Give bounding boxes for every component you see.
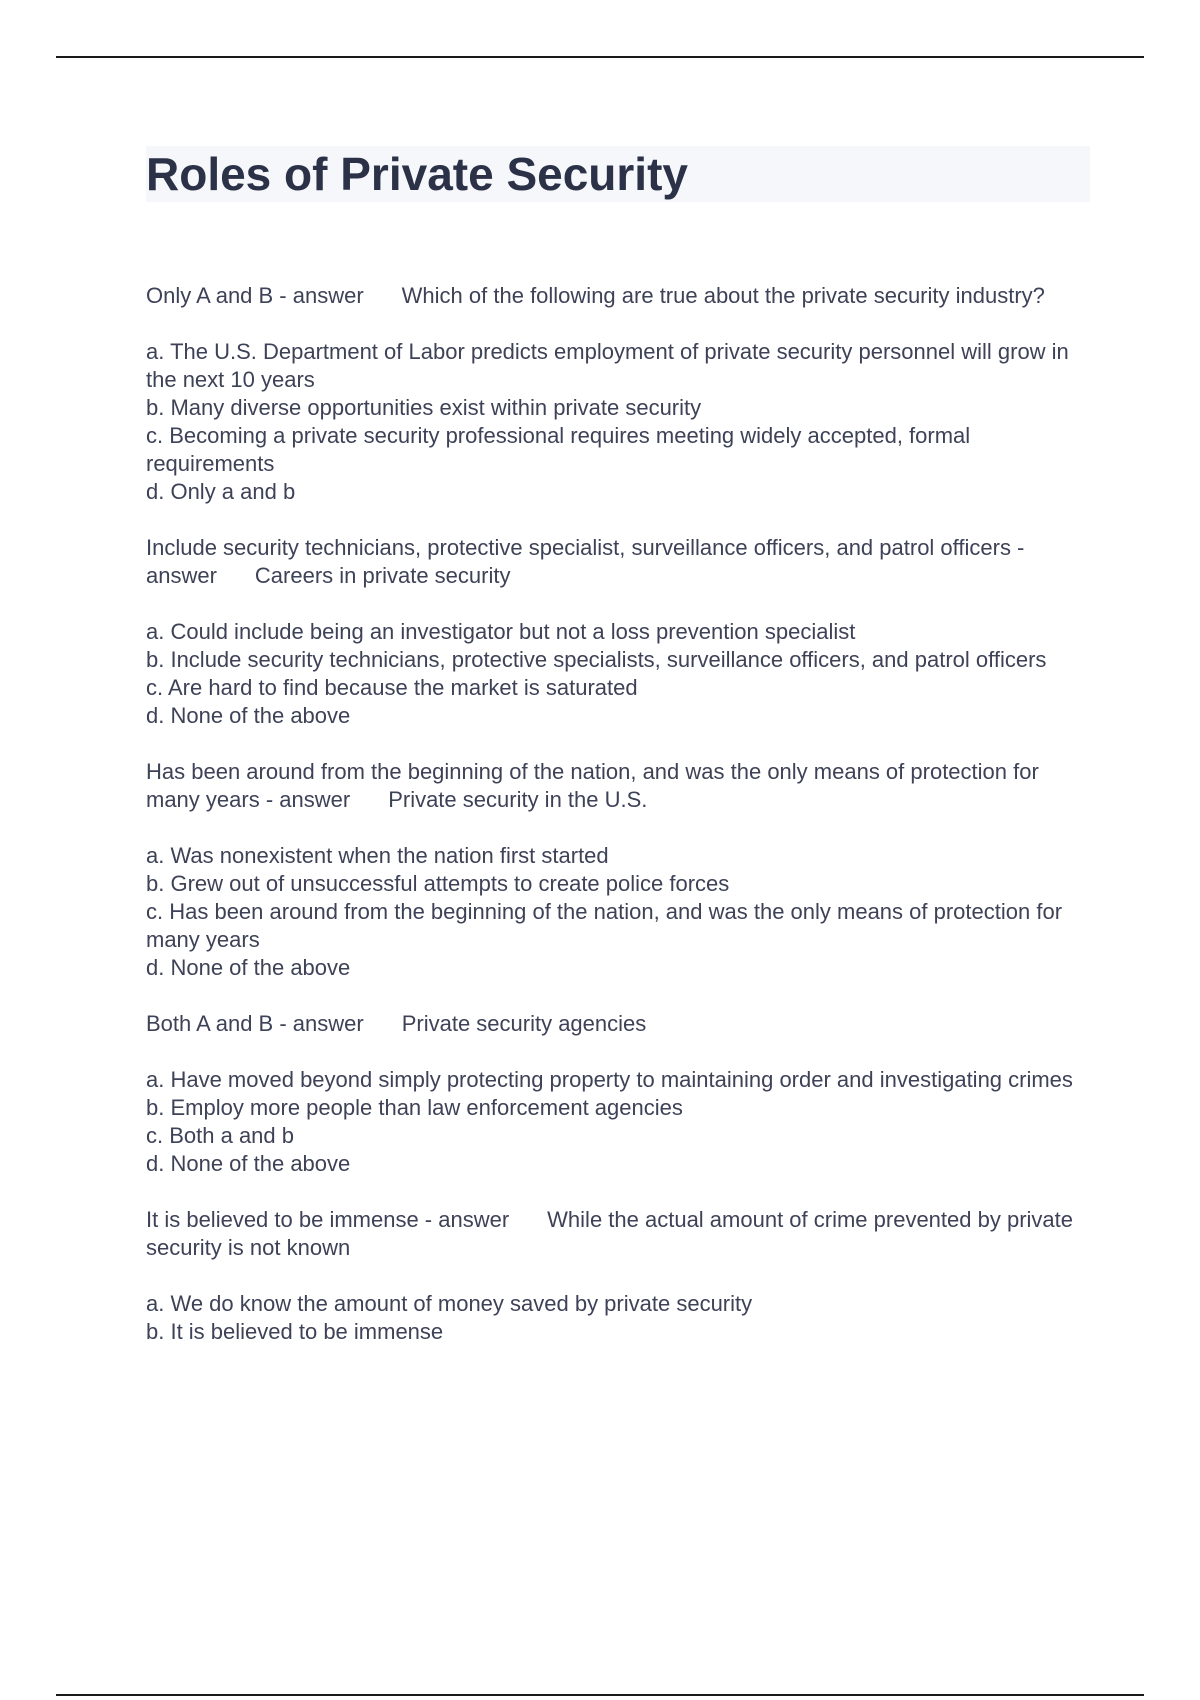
- option-list: [146, 338, 1090, 506]
- option-item: c. Has been around from the beginning of the nation, and was the only means of protection for many years: [146, 899, 1063, 952]
- option-item: a. We do know the amount of money saved by private security: [146, 1291, 753, 1316]
- flashcard: [146, 1010, 1090, 1178]
- option-item: a. Was nonexistent when the nation first started: [146, 843, 609, 868]
- flashcard: [146, 534, 1090, 730]
- flashcard-question: Careers in private security: [254, 563, 511, 588]
- option-list: [146, 618, 1090, 730]
- document-body: [146, 146, 1090, 1374]
- option-item: b. It is believed to be immense: [146, 1319, 444, 1344]
- flashcard-prompt: [146, 282, 1090, 310]
- top-rule: [56, 56, 1144, 58]
- option-item: c. Becoming a private security professional requires meeting widely accepted, formal requirements: [146, 423, 971, 476]
- option-item: a. Have moved beyond simply protecting property to maintaining order and investigating crimes: [146, 1067, 1073, 1092]
- flashcard-question: Which of the following are true about the private security industry?: [401, 283, 1045, 308]
- bottom-rule: [56, 1694, 1144, 1696]
- flashcard-answer: Both A and B - answer: [146, 1011, 364, 1036]
- flashcard-list: [146, 282, 1090, 1346]
- option-item: c. Are hard to find because the market is saturated: [146, 675, 638, 700]
- flashcard-prompt: [146, 534, 1090, 590]
- option-item: d. None of the above: [146, 703, 351, 728]
- option-list: [146, 1290, 1090, 1346]
- option-item: b. Employ more people than law enforcement agencies: [146, 1095, 683, 1120]
- flashcard: [146, 282, 1090, 506]
- flashcard-answer: Has been around from the beginning of the nation, and was the only means of protection for many years - answer: [146, 759, 1039, 812]
- option-item: d. None of the above: [146, 955, 351, 980]
- option-item: b. Many diverse opportunities exist within private security: [146, 395, 702, 420]
- flashcard-question: Private security agencies: [401, 1011, 647, 1036]
- flashcard: [146, 1206, 1090, 1346]
- option-item: d. Only a and b: [146, 479, 296, 504]
- page-title: Roles of Private Security: [146, 148, 688, 200]
- flashcard-question: Private security in the U.S.: [388, 787, 648, 812]
- flashcard-answer: It is believed to be immense - answer: [146, 1207, 510, 1232]
- flashcard-question: While the actual amount of crime prevented by private security is not known: [146, 1207, 1073, 1260]
- flashcard-prompt: [146, 1206, 1090, 1262]
- option-item: a. Could include being an investigator but not a loss prevention specialist: [146, 619, 856, 644]
- option-list: [146, 1066, 1090, 1178]
- flashcard: [146, 758, 1090, 982]
- flashcard-answer: Include security technicians, protective specialist, surveillance officers, and patrol officers - answer: [146, 535, 1025, 588]
- option-item: a. The U.S. Department of Labor predicts employment of private security personnel will grow in the next 10 years: [146, 339, 1069, 392]
- flashcard-answer: Only A and B - answer: [146, 283, 364, 308]
- flashcard-prompt: [146, 758, 1090, 814]
- flashcard-prompt: [146, 1010, 1090, 1038]
- title-band: [146, 146, 1090, 202]
- option-item: c. Both a and b: [146, 1123, 294, 1148]
- option-list: [146, 842, 1090, 982]
- option-item: d. None of the above: [146, 1151, 351, 1176]
- option-item: b. Grew out of unsuccessful attempts to create police forces: [146, 871, 730, 896]
- option-item: b. Include security technicians, protective specialists, surveillance officers, and patrol officers: [146, 647, 1047, 672]
